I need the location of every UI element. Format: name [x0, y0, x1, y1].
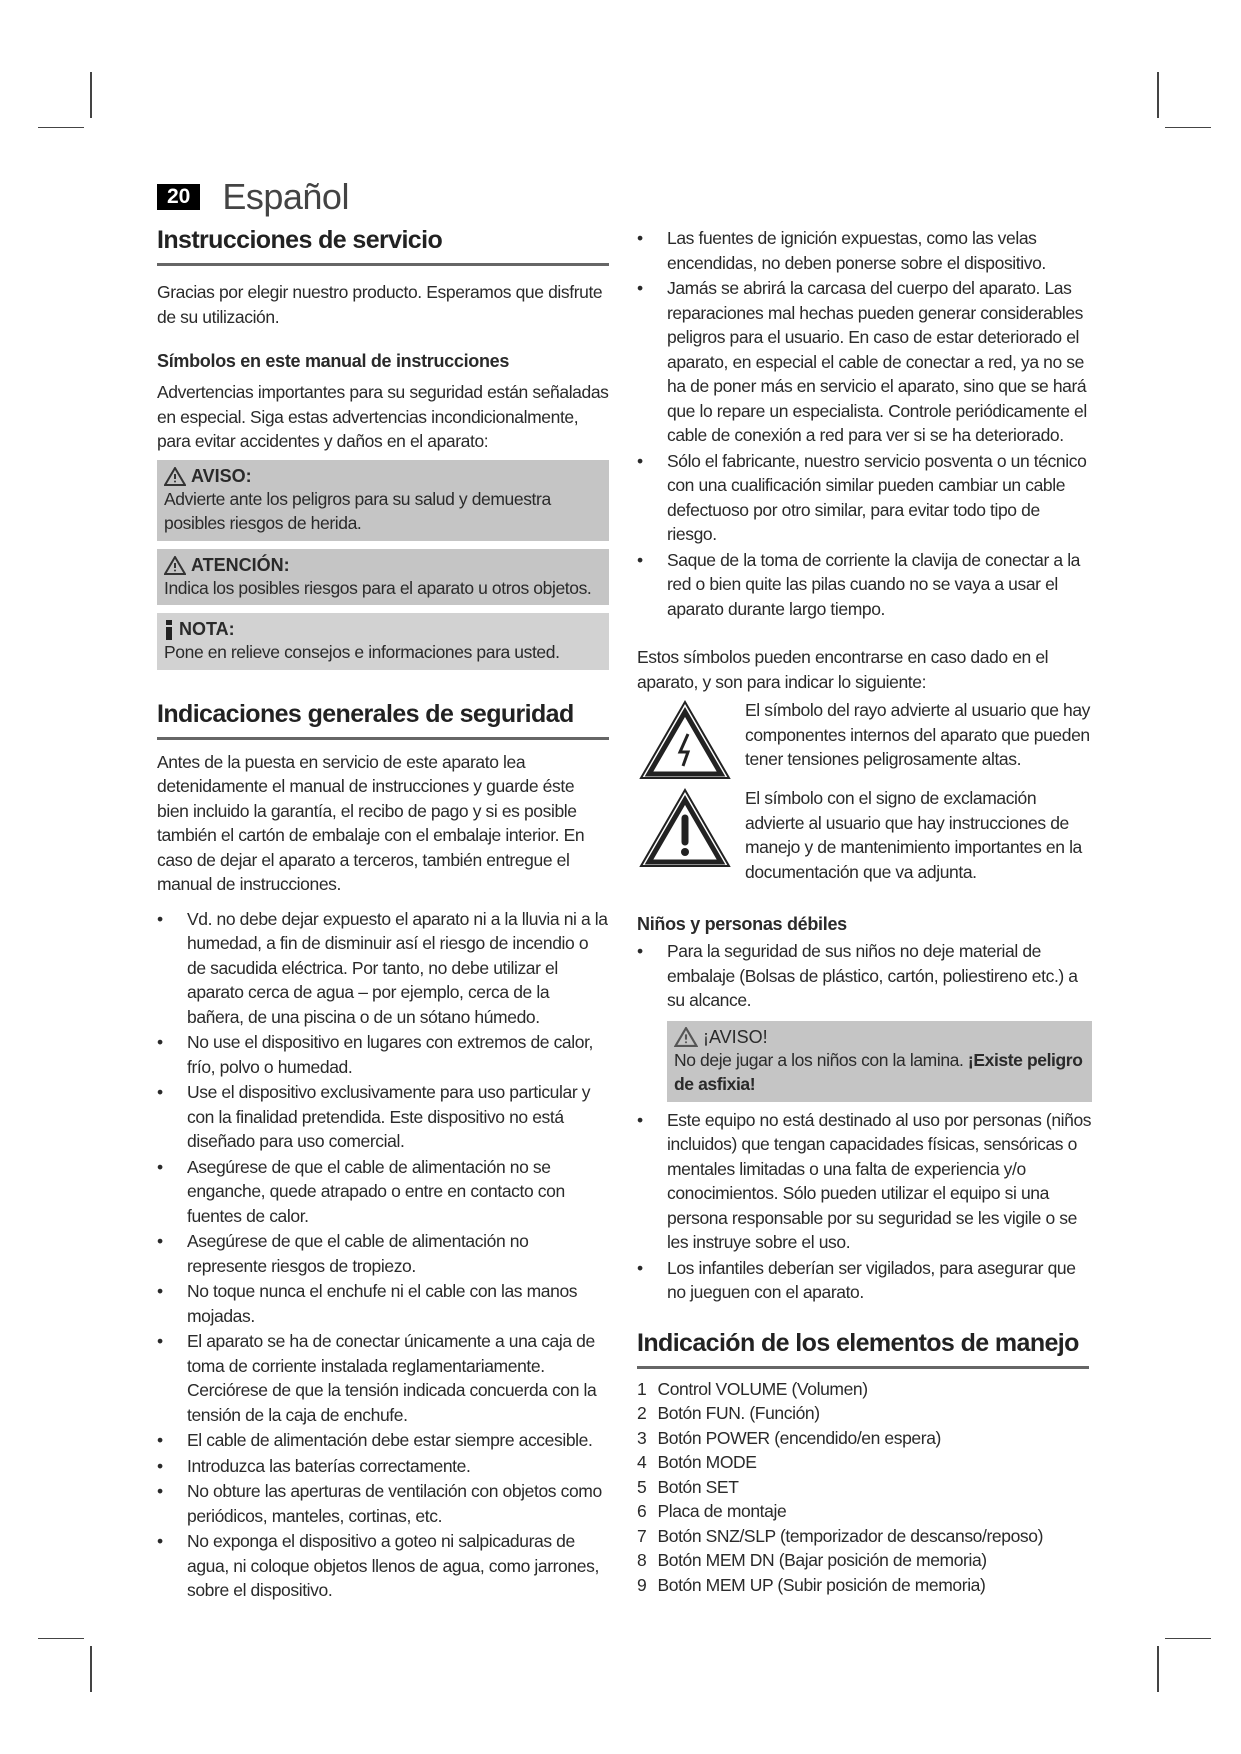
list-item: • Introduzca las baterías correctamente.: [157, 1454, 609, 1479]
language-title: Español: [222, 176, 349, 217]
control-number: 2: [637, 1403, 647, 1423]
section-title: Instrucciones de servicio: [157, 226, 609, 266]
crop-mark: [38, 127, 84, 128]
box-text: Indica los posibles riesgos para el aparato u otros objetos.: [164, 577, 592, 598]
intro-text: Gracias por elegir nuestro producto. Esperamos que disfrute de su utilización.: [157, 282, 603, 327]
list-item: • Vd. no debe dejar expuesto el aparato ni a la lluvia ni a la humedad, a fin de disminuir así el riesgo de incendio o de sacudida eléctrica. Por tanto, no debe utilizar el aparato cerca de agua – por ejemplo, cerca de la bañera, de una piscina o de un sótano húmedo.: [157, 907, 609, 1030]
control-number: 1: [637, 1378, 647, 1399]
nota-box: [157, 613, 609, 670]
control-label: Botón POWER (encendido/en espera): [657, 1427, 941, 1448]
list-item: • Los infantiles deberían ser vigilados, para asegurar que no jueguen con el aparato.: [637, 1256, 1092, 1305]
control-item: [637, 1475, 1092, 1500]
list-item: • No toque nunca el enchufe ni el cable con las manos mojadas.: [157, 1279, 609, 1328]
control-number: 9: [637, 1574, 647, 1595]
children-list: [637, 939, 1092, 1013]
exclamation-symbol-row: [637, 786, 1092, 884]
control-number: 4: [637, 1452, 647, 1472]
control-label: Botón SET: [657, 1476, 739, 1497]
control-item: [637, 1377, 1092, 1402]
list-item: • Este equipo no está destinado al uso por personas (niños incluidos) que tengan capacidades físicas, sensóricas o mentales limitadas o una falta de experiencia y/o conocimientos. Sólo pueden utilizar el equipo si una persona responsable por su seguridad se les vigile o se les instruye sobre el uso.: [637, 1108, 1092, 1255]
control-label: Control VOLUME (Volumen): [657, 1378, 868, 1399]
list-item: • Saque de la toma de corriente la clavija de conectar a la red o bien quite las pilas cuando no se vaya a usar el aparato durante largo tiempo.: [637, 548, 1092, 622]
safety-intro: Antes de la puesta en servicio de este aparato lea detenidamente el manual de instrucciones y guarde éste bien incluido la garantía, el recibo de pago y si es posible también el cartón de embalaje con el embalaje interior. En caso de dejar el aparato a terceros, también entregue el manual de instrucciones.: [157, 751, 585, 894]
box-text: Advierte ante los peligros para su salud y demuestra posibles riesgos de herida.: [164, 488, 551, 533]
safety-list-continued: [637, 226, 1092, 621]
warning-triangle-icon: [674, 1027, 698, 1047]
control-item: [637, 1499, 1092, 1524]
controls-list: [637, 1377, 1092, 1598]
symbols-heading: Símbolos en este manual de instrucciones: [157, 351, 510, 371]
list-item: • No obture las aperturas de ventilación con objetos como periódicos, manteles, cortinas, etc.: [157, 1479, 609, 1528]
control-label: Botón SNZ/SLP (temporizador de descanso/reposo): [657, 1525, 1044, 1546]
control-item: [637, 1573, 1092, 1598]
lightning-text: El símbolo del rayo advierte al usuario que hay componentes internos del aparato que pueden tener tensiones peligrosamente altas.: [745, 700, 1091, 769]
crop-mark: [1157, 1646, 1159, 1692]
list-item: • El cable de alimentación debe estar siempre accesible.: [157, 1428, 609, 1453]
atencion-box: [157, 549, 609, 606]
control-label: Botón MEM UP (Subir posición de memoria): [657, 1574, 986, 1595]
control-number: 3: [637, 1427, 647, 1448]
safety-title: Indicaciones generales de seguridad: [157, 700, 609, 740]
children-list-2: [637, 1108, 1092, 1305]
box-text: No deje jugar a los niños con la lamina.: [674, 1049, 968, 1070]
right-column: [637, 226, 1092, 1597]
control-label: Placa de montaje: [657, 1501, 787, 1521]
crop-mark: [1165, 1638, 1211, 1639]
children-heading: Niños y personas débiles: [637, 914, 847, 934]
list-item: • Asegúrese de que el cable de alimentación no represente riesgos de tropiezo.: [157, 1229, 609, 1278]
box-title: ATENCIÓN:: [191, 554, 290, 575]
lightning-symbol-row: [637, 698, 1092, 782]
lightning-warning-icon: [637, 698, 733, 782]
exclamation-warning-icon: [637, 786, 733, 870]
control-label: Botón MODE: [657, 1452, 757, 1472]
control-label: Botón FUN. (Función): [657, 1403, 820, 1423]
exclamation-text: El símbolo con el signo de exclamación advierte al usuario que hay instrucciones de manejo y de mantenimiento importantes en la documentación que va adjunta.: [745, 788, 1082, 882]
box-text: Pone en relieve consejos e informaciones para usted.: [164, 642, 560, 662]
symbols-intro: Estos símbolos pueden encontrarse en caso dado en el aparato, y son para indicar lo siguiente:: [637, 647, 1049, 692]
box-text-bold: ¡Existe peligro de asfixia!: [674, 1049, 1083, 1094]
list-item: • Las fuentes de ignición expuestas, como las velas encendidas, no deben ponerse sobre el dispositivo.: [637, 226, 1092, 275]
box-title: ¡AVISO!: [703, 1026, 768, 1047]
left-column: [157, 226, 609, 1604]
control-number: 6: [637, 1501, 647, 1521]
crop-mark: [90, 72, 92, 118]
warning-triangle-icon: [164, 467, 186, 486]
list-item: • No exponga el dispositivo a goteo ni salpicaduras de agua, ni coloque objetos llenos de agua, como jarrones, sobre el dispositivo.: [157, 1529, 609, 1603]
aviso-box: [157, 460, 609, 541]
control-item: [637, 1426, 1092, 1451]
control-item: [637, 1548, 1092, 1573]
page-number: 20: [157, 184, 200, 210]
list-item: • No use el dispositivo en lugares con extremos de calor, frío, polvo o humedad.: [157, 1030, 609, 1079]
control-item: [637, 1524, 1092, 1549]
list-item: • Sólo el fabricante, nuestro servicio posventa o un técnico con una cualificación similar pueden cambiar un cable defectuoso por otro similar, para evitar todo tipo de riesgo.: [637, 449, 1092, 547]
symbols-text: Advertencias importantes para su seguridad están señaladas en especial. Siga estas advertencias incondicionalmente, para evitar accidentes y daños en el aparato:: [157, 382, 609, 451]
warning-triangle-icon: [164, 556, 186, 575]
list-item: • Use el dispositivo exclusivamente para uso particular y con la finalidad pretendida. Este dispositivo no está diseñado para uso comercial.: [157, 1080, 609, 1154]
crop-mark: [1157, 72, 1159, 118]
control-label: Botón MEM DN (Bajar posición de memoria): [657, 1550, 987, 1570]
list-item: • Para la seguridad de sus niños no deje material de embalaje (Bolsas de plástico, cartón, poliestireno etc.) a su alcance.: [637, 939, 1092, 1013]
controls-title: Indicación de los elementos de manejo: [637, 1329, 1089, 1369]
box-title: NOTA:: [179, 619, 235, 639]
children-warning-box: [667, 1021, 1092, 1102]
list-item: • El aparato se ha de conectar únicamente a una caja de toma de corriente instalada reglamentariamente. Cerciórese de que la tensión indicada concuerda con la tensión de la caja de enchufe.: [157, 1329, 609, 1427]
list-item: • Asegúrese de que el cable de alimentación no se enganche, quede atrapado o entre en contacto con fuentes de calor.: [157, 1155, 609, 1229]
box-title: AVISO:: [191, 465, 252, 486]
crop-mark: [1165, 127, 1211, 128]
control-item: [637, 1450, 1092, 1475]
control-number: 7: [637, 1525, 647, 1546]
control-number: 5: [637, 1476, 647, 1497]
crop-mark: [38, 1638, 84, 1639]
control-number: 8: [637, 1550, 647, 1570]
info-icon: [164, 620, 174, 640]
list-item: • Jamás se abrirá la carcasa del cuerpo del aparato. Las reparaciones mal hechas pueden generar considerables peligros para el usuario. En caso de estar deteriorado el aparato, en especial el cable de conectar a red, ya no se ha de poner más en servicio el aparato, sino que se hará que lo repare un especialista. Controle periódicamente el cable de conexión a red para ver si se ha deteriorado.: [637, 276, 1092, 448]
safety-list: [157, 907, 609, 1603]
crop-mark: [90, 1646, 92, 1692]
control-item: [637, 1401, 1092, 1426]
page-header: [157, 176, 349, 218]
